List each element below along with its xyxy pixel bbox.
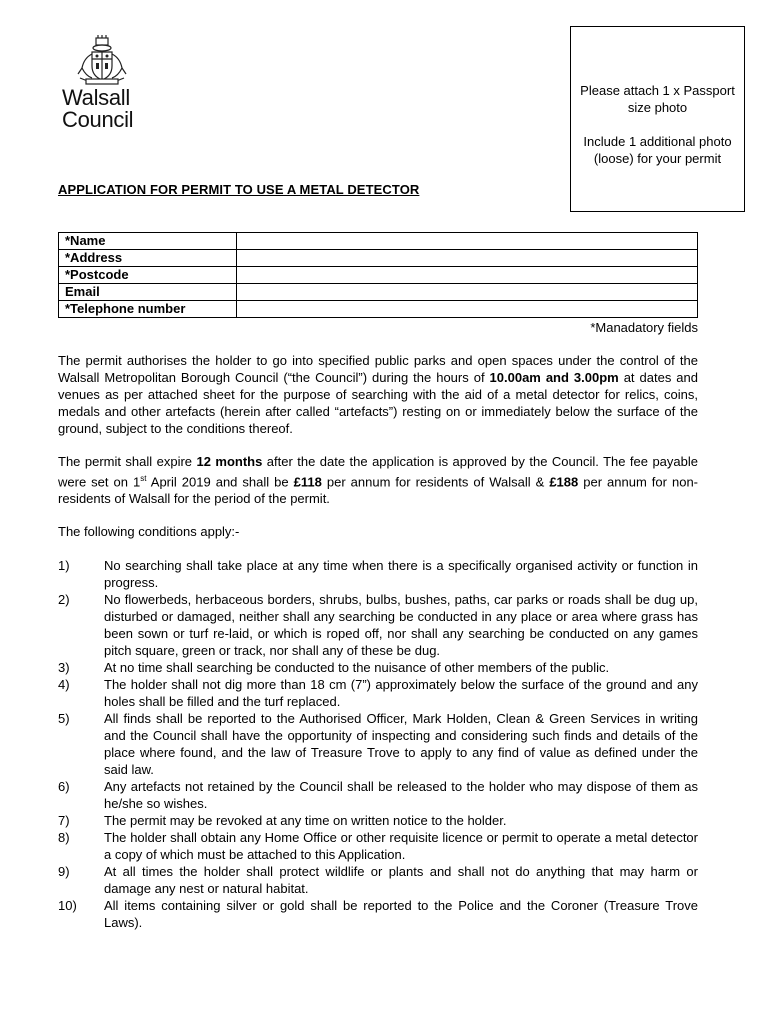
condition-item [58, 557, 698, 591]
field-label: *Name [59, 233, 237, 250]
condition-number: 7) [58, 813, 70, 829]
condition-item [58, 812, 698, 829]
condition-text: The holder shall not dig more than 18 cm (7”) approximately below the surface of the ground and any holes shall be filled and the turf replaced. [104, 677, 698, 710]
condition-number: 10) [58, 898, 77, 914]
text-span: per annum for residents of Walsall & [321, 474, 550, 490]
non-resident-fee: £188 [549, 474, 579, 490]
permit-expiry-paragraph [58, 453, 698, 507]
condition-number: 3) [58, 660, 70, 676]
photo-attachment-box [570, 26, 745, 212]
condition-text: No flowerbeds, herbaceous borders, shrubs, bulbs, bushes, paths, car parks or roads shall be dug up, disturbed or damaged, neither shall any searching be conducted in any place or area where grass has been sown or turf re-laid, or which is roped off, nor shall any searching be conducted on any games pitch square, green or track, nor shall any of these be dug. [104, 592, 698, 659]
condition-item [58, 710, 698, 778]
condition-item [58, 778, 698, 812]
condition-number: 4) [58, 677, 70, 693]
address-field[interactable] [237, 250, 698, 267]
mandatory-note: *Manadatory fields [590, 320, 698, 335]
logo-line-walsall: Walsall [62, 85, 130, 110]
telephone-field[interactable] [237, 301, 698, 318]
condition-text: Any artefacts not retained by the Council shall be released to the holder who may dispose of them as he/she so wishes. [104, 779, 698, 812]
condition-text: The permit may be revoked at any time on written notice to the holder. [104, 813, 507, 829]
field-row-email [59, 284, 698, 301]
condition-number: 5) [58, 711, 70, 727]
permit-description-paragraph [58, 352, 698, 437]
text-span: at dates and venues as per attached sheet for the purpose of searching with the aid of a metal detector for relics, coins, medals and other artefacts (herein after called “artefacts”) resting on or immediately below the surface of the ground, subject to the conditions thereof. [58, 370, 698, 436]
condition-item [58, 897, 698, 931]
field-label: *Telephone number [59, 301, 237, 318]
condition-text: No searching shall take place at any time when there is a specifically organised activity or function in progress. [104, 558, 698, 591]
text-span: per annum for non-residents of Walsall for the period of the permit. [58, 474, 698, 507]
text-span: April 2019 and shall be [146, 474, 294, 490]
logo-line-council: Council [62, 107, 134, 132]
condition-number: 2) [58, 592, 70, 608]
council-logo [62, 34, 152, 130]
email-field[interactable] [237, 284, 698, 301]
postcode-field[interactable] [237, 267, 698, 284]
page-title: APPLICATION FOR PERMIT TO USE A METAL DETECTOR [58, 182, 420, 197]
expiry-period: 12 months [196, 454, 263, 469]
field-label: *Address [59, 250, 237, 267]
field-row-address [59, 250, 698, 267]
condition-number: 1) [58, 558, 70, 574]
text-span: The permit shall expire [58, 454, 197, 469]
field-row-telephone [59, 301, 698, 318]
applicant-details-table [58, 232, 698, 318]
condition-number: 8) [58, 830, 70, 846]
condition-number: 9) [58, 864, 70, 880]
condition-item [58, 863, 698, 897]
condition-text: All finds shall be reported to the Authorised Officer, Mark Holden, Clean & Green Services in writing and the Council shall have the opportunity of inspecting and considering such finds and details of the place where found, and the law of Treasure Trove to apply to any find of value as defined under the said law. [104, 711, 698, 778]
condition-number: 6) [58, 779, 70, 795]
resident-fee: £118 [293, 474, 322, 490]
conditions-list [58, 557, 698, 931]
field-row-postcode [59, 267, 698, 284]
ordinal-suffix: st [140, 474, 147, 483]
photo-instruction-2: Include 1 additional photo (loose) for your permit [583, 134, 732, 166]
condition-item [58, 676, 698, 710]
condition-item [58, 829, 698, 863]
text-span: after the date the application is approved by the Council. The fee payable were set on 1 [58, 454, 698, 490]
photo-instruction-1: Please attach 1 x Passport size photo [580, 83, 735, 115]
condition-item [58, 659, 698, 676]
condition-text: At all times the holder shall protect wildlife or plants and shall not do anything that may harm or damage any nest or natural habitat. [104, 864, 698, 897]
condition-text: At no time shall searching be conducted to the nuisance of other members of the public. [104, 660, 610, 676]
permitted-hours: 10.00am and 3.00pm [489, 370, 619, 385]
field-label: Email [59, 284, 237, 301]
condition-text: The holder shall obtain any Home Office or other requisite licence or permit to operate a metal detector a copy of which must be attached to this Application. [104, 830, 698, 863]
condition-item [58, 591, 698, 659]
conditions-intro: The following conditions apply:- [58, 524, 240, 540]
condition-text: All items containing silver or gold shall be reported to the Police and the Coroner (Treasure Trove Laws). [104, 898, 698, 931]
field-row-name [59, 233, 698, 250]
text-span: The permit authorises the holder to go into specified public parks and open spaces under the control of the Walsall Metropolitan Borough Council (“the Council”) during the hours of [58, 353, 698, 385]
coat-of-arms-icon [74, 34, 130, 86]
name-field[interactable] [237, 233, 698, 250]
permit-terms [58, 352, 698, 931]
field-label: *Postcode [59, 267, 237, 284]
